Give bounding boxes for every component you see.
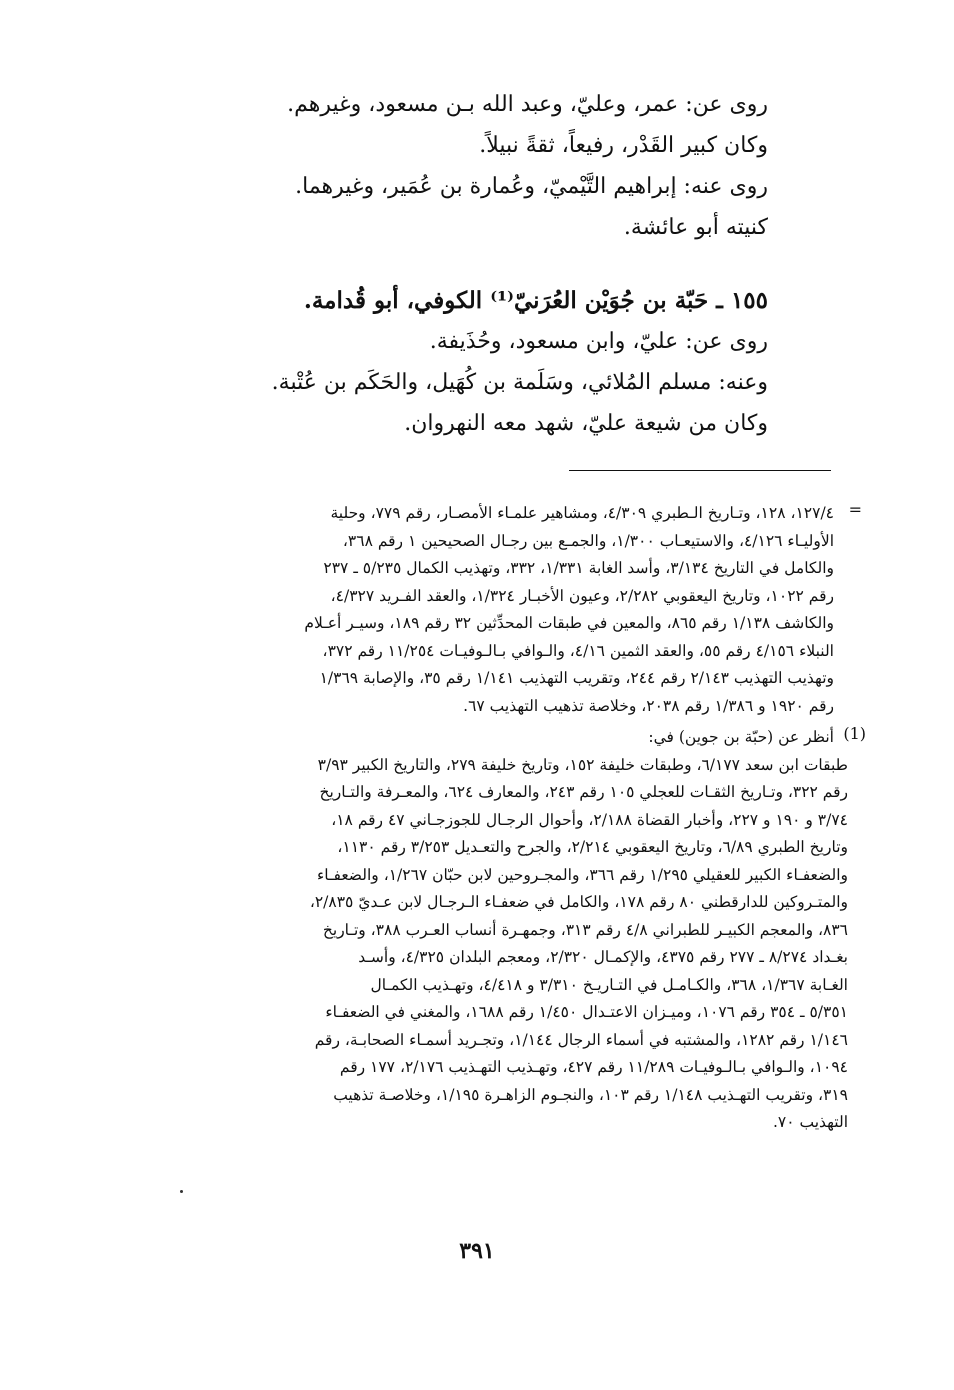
footnote-line: والضعفـاء الكبير للعقيلي ١/٢٩٥ رقم ٣٦٦، والمجـروحين لابن حبّان ١/٢٦٧، والضعفـاء — [316, 865, 848, 884]
footnote-line: وتهذيب التهذيب ٢/١٤٣ رقم ٢٤٤، وتقريب التهذيب ١/١٤١ رقم ٣٥، والإصابة ١/٣٦٩ — [319, 669, 834, 687]
footnote-1-label: (1) — [843, 724, 866, 743]
footnote-continuation — [144, 500, 862, 720]
main-line: وكان كبير القَدْر، رفيعاً، ثقةً نبيلاً. — [479, 133, 768, 158]
continuation-marker: = — [848, 500, 862, 519]
footnote-line: رقم ١٩٢٠ و ١/٣٨٦ رقم ٢٠٣٨، وخلاصة تذهيب التهذيب ٦٧. — [463, 696, 834, 715]
footnote-line: ٥/٣٥١ ـ ٣٥٤ رقم ١٠٧٦، وميـزان الاعتـدال ١/٤٥٠ رقم ١٦٨٨، والمغني في الضعفـاء — [325, 1003, 848, 1021]
footnote-line: والكاشف ١/١٣٨ رقم ٨٦٥، والمعين في طبقات المحدِّثين ٣٢ رقم ١٨٩، وسيـر أعـلام — [304, 614, 834, 632]
entry-line: وكان من شيعة عليّ، شهد معه النهروان. — [404, 411, 768, 436]
entry-heading: ١٥٥ ـ حَبّة بن جُوَيْن العُرَنيّ⁽¹⁾ الكوفي، أبو قُدامة. — [303, 287, 768, 314]
footnote-line: النبلاء ٤/١٥٦ رقم ٥٥، والعقد الثمين ٤/١٦، والـوافي بـالـوفيـات ١١/٢٥٤ رقم ٣٧٢، — [322, 641, 834, 660]
footnote-line: ٨٣٦، والمعجم الكبيـر للطبراني ٤/٨ رقم ٣١٣، وجمهـرة أنساب العـرب ٣٨٨، وتـاريخ — [322, 920, 848, 939]
main-text-block — [168, 84, 768, 444]
footnote-line: ١٠٩٤، والـوافي بـالـوفيـات ١١/٢٨٩ رقم ٤٢٧، وتهـذيب التهـذيب ٢/١٧٦، ١٧٧ رقم — [339, 1058, 848, 1076]
scan-speck — [180, 1190, 183, 1193]
footnotes-section — [144, 500, 866, 1137]
footnote-line: ٣/٧٤ و ١٩٠ و ٢٢٧، وأخبار القضاة ٢/١٨٨، وأحوال الرجـال للجوزجـاني ٤٧ رقم ١٨، — [331, 810, 848, 829]
footnote-line: ١/١٤٦ رقم ١٢٨٢، والمشتبه في أسماء الرجال ١/١٤٤، وتجـريد أسمـاء الصحابـة، رقم — [314, 1030, 848, 1049]
main-line: روى عنه: إبراهيم التَّيْميّ، وعُمارة بن عُمَير، وغيرهما. — [295, 174, 768, 199]
footnote-line: بغـداد ٨/٢٧٤ ـ ٢٧٧ رقم ٤٣٧٥، والإكمـال ٢/٣٢٠، ومعجم البلدان ٤/٣٢٥، وأسـد — [358, 948, 848, 966]
footnote-line: ١٢٧/٤، ١٢٨، وتـاريخ الـطبري ٤/٣٠٩، ومشاهير علمـاء الأمصـار، رقم ٧٧٩، وحلية — [330, 504, 834, 522]
footnote-line: أنظر عن (حبّة بن جوين) في: — [648, 728, 834, 746]
footnote-line: طبقات ابن سعد ٦/١٧٧، وطبقات خليفة ١٥٢، وتاريخ خليفة ٢٧٩، والتاريخ الكبير ٣/٩٣ — [317, 755, 848, 774]
footnote-line: ٣١٩، وتقريب التهـذيب ١/١٤٨ رقم ١٠٣، والنجـوم الزاهـرة ١/١٩٥، وخلاصـة تذهيب — [333, 1085, 848, 1104]
footnote-line: رقم ١٠٢٢، وتاريخ اليعقوبي ٢/٢٨٢، وعيون الأخبـار ١/٣٢٤، والعقد الفـريد ٤/٣٢٧، — [330, 586, 834, 605]
footnote-line: الغـابة ١/٣٦٧، ٣٦٨، والكـامـل في التـاريـخ ٣/٣١٠ و ٤/٤١٨، وتهـذيب الكمـال — [370, 975, 848, 994]
footnote-divider — [569, 470, 831, 471]
entry-line: وعنه: مسلم المُلائي، وسَلَمة بن كُهَيل، والحَكَم بن عُتْبة. — [271, 370, 768, 395]
footnote-line: التهذيب ٧٠. — [772, 1113, 848, 1131]
footnote-line: الأوليـاء ٤/١٢٦، والاستيعـاب ١/٣٠٠، والجمـع بين رجـال الصحيحين ١ رقم ٣٦٨، — [342, 531, 834, 550]
footnote-line: وتاريخ الطبري ٦/٨٩، وتاريخ اليعقوبي ٢/٢١٤، والجرح والتعـديل ٣/٢٥٣ رقم ١١٣٠، — [337, 838, 848, 856]
footnote-line: والمتـروكين للدارقطني ٨٠ رقم ١٧٨، والكامل في ضعفـاء الـرجـال لابن عـديّ ٢/٨٣٥، — [309, 893, 848, 911]
page-number: ٣٩١ — [459, 1238, 495, 1264]
main-line: كنيته أبو عائشة. — [623, 215, 768, 240]
footnote-1 — [144, 724, 866, 1137]
main-line: روى عن: عمر، وعليّ، وعبد الله بـن مسعود، وغيرهم. — [287, 92, 768, 117]
footnote-line: رقم ٣٢٢، وتـاريخ الثقـات للعجلي ١٠٥ رقم ٢٤٣، والمعارف ٦٢٤، والمعـرفة والتـاريخ — [319, 783, 848, 801]
footnote-line: والكامل في التاريخ ٣/١٣٤، وأسد الغابة ١/٣٣١، ٣٣٢، وتهذيب الكمال ٥/٢٣٥ ـ ٢٣٧ — [323, 559, 834, 577]
entry-line: روى عن: عليّ، وابن مسعود، وحُذَيفة. — [429, 329, 768, 354]
